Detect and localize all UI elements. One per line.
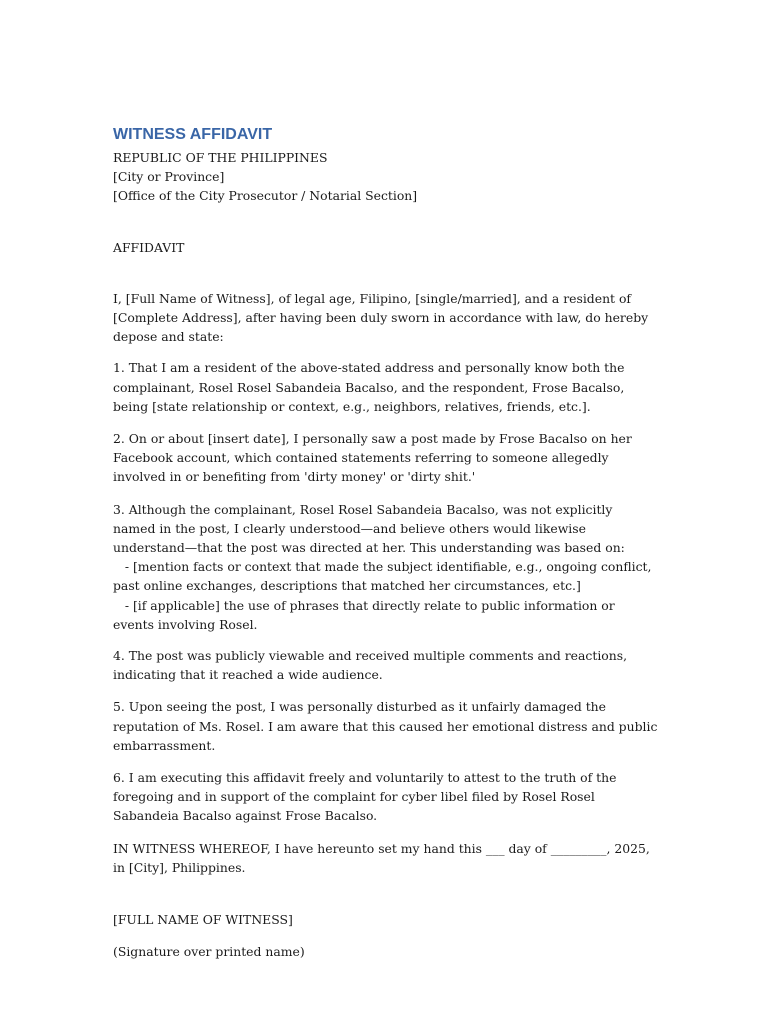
paragraph-3-block	[113, 500, 658, 634]
header-city-province: [City or Province]	[113, 169, 225, 185]
document-title: WITNESS AFFIDAVIT	[113, 126, 273, 143]
signature-name: [FULL NAME OF WITNESS]	[113, 912, 293, 928]
paragraph-5: 5. Upon seeing the post, I was personally disturbed as it unfairly damaged the reputation of Ms. Rosel. I am aware that this caused her emotional distress and public embarrassment.	[113, 699, 662, 753]
signature-caption: (Signature over printed name)	[113, 944, 305, 960]
paragraph-6: 6. I am executing this affidavit freely and voluntarily to attest to the truth of the foregoing and in support of the complaint for cyber libel filed by Rosel Rosel Sabandeia Bacalso against Frose Bacalso.	[113, 770, 621, 824]
intro-paragraph: I, [Full Name of Witness], of legal age, Filipino, [single/married], and a resident of [Complete Address], after having been duly sworn in accordance with law, do hereby depose and state:	[113, 290, 653, 345]
paragraph-3: 3. Although the complainant, Rosel Rosel Sabandeia Bacalso, was not explicitly named in the post, I clearly understood—and believe others would likewise understand—that the post was directed at her. This understanding was based on:	[113, 501, 625, 556]
paragraph-1: 1. That I am a resident of the above-stated address and personally know both the complainant, Rosel Rosel Sabandeia Bacalso, and the respondent, Frose Bacalso, being [state relationship or context, e.g., neighbors, relatives, friends, etc.].	[113, 360, 629, 414]
witness-whereof: IN WITNESS WHEREOF, I have hereunto set my hand this ___ day of _________, 2025, in [City], Philippines.	[113, 840, 654, 875]
paragraph-2: 2. On or about [insert date], I personally saw a post made by Frose Bacalso on her Facebook account, which contained statements referring to someone allegedly involved in or benefiting from 'dirty money' or 'dirty shit.'	[113, 431, 636, 485]
header-republic: REPUBLIC OF THE PHILIPPINES	[113, 150, 328, 165]
affidavit-label: AFFIDAVIT	[113, 239, 185, 255]
document-header	[113, 148, 658, 206]
paragraph-3-bullet-1: - [mention facts or context that made the subject identifiable, e.g., ongoing conflict, past online exchanges, descriptions that matched her circumstances, etc.]	[113, 559, 656, 594]
header-office: [Office of the City Prosecutor / Notarial Section]	[113, 188, 418, 204]
paragraph-4: 4. The post was publicly viewable and received multiple comments and reactions, indicating that it reached a wide audience.	[113, 648, 631, 683]
document-body	[113, 125, 662, 962]
paragraph-3-bullet-2: - [if applicable] the use of phrases that directly relate to public information or events involving Rosel.	[113, 597, 619, 632]
